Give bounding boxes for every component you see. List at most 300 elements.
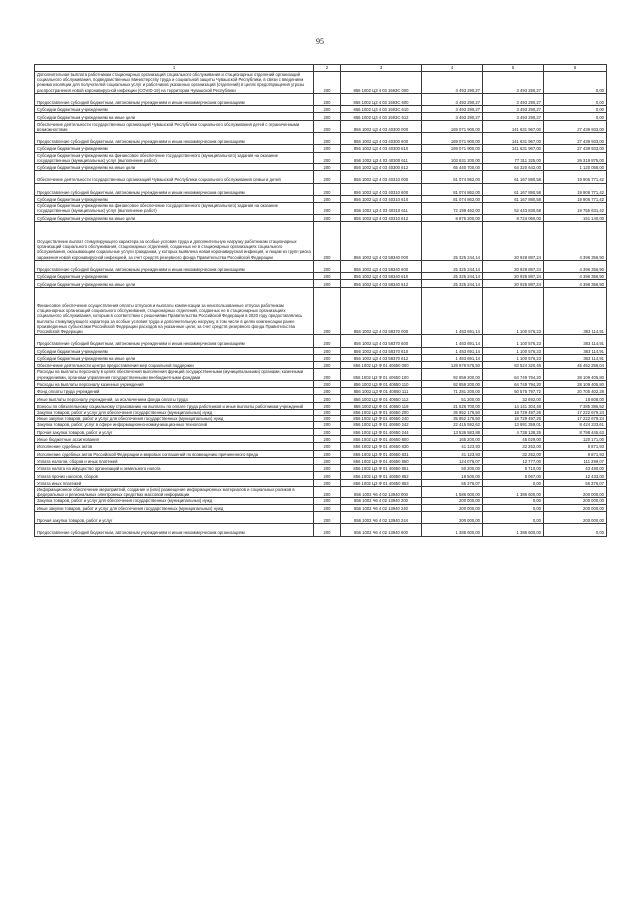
row-budget-code: 856 1002 Ц3 4 03 40310 611 [341,203,422,214]
row-admin-code: 200 [314,273,341,280]
row-executed-amount: 61 167 890,58 [483,171,544,183]
row-budget-code: 856 1002 Ц3 Ф 01 40650 119 [341,402,422,409]
row-unexecuted-amount: 27 439 933,00 [544,133,607,145]
row-approved-amount: 200 000,00 [422,511,483,523]
row-budget-code: 856 1002 Ц3 4 03 1593С 600 [341,93,422,105]
row-description: Субсидии бюджетным учреждениям на иные цели [35,280,314,287]
row-approved-amount: 1 386 600,00 [422,524,483,536]
row-description: Субсидии бюджетным учреждениям на иные цели [35,164,314,171]
row-executed-amount: 20 928 887,24 [483,260,544,272]
row-admin-code: 200 [314,347,341,354]
row-unexecuted-amount: 1 120 058,00 [544,164,607,171]
row-budget-code: 856 1002 Ц3 Ф 01 40650 800 [341,435,422,442]
row-executed-amount: 141 631 967,00 [483,133,544,145]
row-executed-amount: 18 729 497,26 [483,416,544,422]
row-admin-code: 200 [314,450,341,457]
row-executed-amount: 1 386 600,00 [483,524,544,536]
row-description: Предоставление субсидий бюджетным, автономным учреждениям и иным некоммерческим организациям [35,133,314,145]
table-row [35,347,607,354]
row-description: Фонд оплаты труда учреждений [35,388,314,395]
row-unexecuted-amount: 19 755 631,42 [544,203,607,214]
row-budget-code: 856 1002 Ц3 4 03 40300 612 [341,164,422,171]
row-budget-code: 856 1002 Ц3 Ф 01 40650 830 [341,443,422,450]
row-admin-code: 200 [314,164,341,171]
row-admin-code: 200 [314,395,341,402]
row-executed-amount: 18 729 497,26 [483,410,544,416]
row-executed-amount: 0,00 [483,511,544,523]
row-approved-amount: 1 483 691,14 [422,347,483,354]
row-executed-amount: 3 493 290,27 [483,72,544,94]
row-admin-code: 200 [314,120,341,132]
row-executed-amount: 32 692,00 [483,395,544,402]
row-executed-amount: 32 252,00 [483,450,544,457]
row-description: Исполнение судебных актов [35,443,314,450]
row-unexecuted-amount: 4 396 356,90 [544,260,607,272]
row-unexecuted-amount: 8 871,93 [544,450,607,457]
row-approved-amount: 41 123,93 [422,450,483,457]
row-unexecuted-amount: 28 109 405,80 [544,380,607,387]
row-description: Обеспечение деятельности государственных организаций Чувашской Республики социального обслуживания детей с ограниченными возможностями [35,120,314,132]
row-executed-amount: 0,00 [483,504,544,511]
row-description: Субсидии бюджетным учреждениям на иные цели [35,214,314,221]
row-executed-amount: 50 575 797,72 [483,388,544,395]
table-row [35,465,607,472]
row-unexecuted-amount: 26 319 875,00 [544,152,607,163]
row-unexecuted-amount: 8 798 445,63 [544,428,607,435]
row-executed-amount: 61 167 890,58 [483,183,544,195]
row-budget-code: 856 1002 Ц3 4 03 58340 612 [341,280,422,287]
row-admin-code: 200 [314,214,341,221]
row-budget-code: 856 1002 Ч6 4 02 13940 244 [341,511,422,523]
table-row [35,106,607,113]
table-row [35,362,607,369]
row-budget-code: 856 1002 Ц3 Ф 01 40650 242 [341,422,422,428]
row-executed-amount: 3 493 290,27 [483,106,544,113]
row-admin-code: 200 [314,354,341,361]
row-approved-amount: 25 325 244,14 [422,273,483,280]
row-executed-amount: 20 928 887,24 [483,221,544,260]
row-unexecuted-amount: 17 222 679,24 [544,410,607,416]
table-row [35,214,607,221]
row-unexecuted-amount: 0,00 [544,93,607,105]
table-row [35,164,607,171]
row-executed-amount: 13 991 359,01 [483,422,544,428]
row-approved-amount: 35 952 176,50 [422,410,483,416]
row-description: Предоставление субсидий бюджетным, автономным учреждениям и иным некоммерческим организациям [35,524,314,536]
row-description: Исполнение судебных актов Российской Федерации и мировых соглашений по возмещению причиненного вреда [35,450,314,457]
table-row [35,472,607,479]
row-executed-amount: 20 928 887,24 [483,280,544,287]
row-unexecuted-amount: 383 114,91 [544,287,607,335]
table-row [35,450,607,457]
row-admin-code: 200 [314,335,341,347]
table-row [35,388,607,395]
row-description: Закупка товаров, работ и услуг для обеспечения государственных (муниципальных) нужд [35,498,314,504]
row-budget-code: 856 1002 Ц3 4 03 40310 610 [341,195,422,202]
row-description: Обеспечение деятельности государственных организаций Чувашской Республики социального обслуживания семьи и детей [35,171,314,183]
row-approved-amount: 200 000,00 [422,504,483,511]
row-unexecuted-amount: 8 424 233,61 [544,422,607,428]
row-executed-amount: 1 386 600,00 [483,487,544,498]
row-budget-code: 856 1002 Ц3 Ф 01 40650 200 [341,410,422,416]
row-executed-amount: 4 738 138,25 [483,428,544,435]
row-budget-code: 856 1002 Ц3 4 03 1593С 612 [341,113,422,120]
row-admin-code: 200 [314,93,341,105]
row-unexecuted-amount: 27 439 933,00 [544,120,607,132]
row-admin-code: 200 [314,221,341,260]
table-row [35,354,607,361]
row-unexecuted-amount: 111 299,07 [544,457,607,464]
row-approved-amount: 72 199 462,00 [422,203,483,214]
row-description: Информационное обеспечение мероприятий, создание и (или) размещение информационных материалов и социальных роликов в федеральных и региональных электронных средствах массовой информации [35,487,314,498]
row-executed-amount: 6 067,00 [483,472,544,479]
row-approved-amount: 25 325 244,14 [422,221,483,260]
table-header-row [35,65,607,72]
header-cell: 1 [35,65,314,72]
row-description: Иные бюджетные ассигнования [35,435,314,442]
table-row [35,203,607,214]
row-approved-amount: 1 483 691,14 [422,287,483,335]
row-executed-amount: 61 167 890,58 [483,195,544,202]
row-budget-code: 856 1002 Ц3 4 03 58370 600 [341,335,422,347]
row-description: Прочая закупка товаров, работ и услуг [35,428,314,435]
row-budget-code: 856 1002 Ц3 4 03 40300 000 [341,120,422,132]
table-row [35,287,607,335]
table-row [35,195,607,202]
row-admin-code: 200 [314,487,341,498]
row-admin-code: 200 [314,465,341,472]
row-unexecuted-amount: 27 439 933,00 [544,145,607,152]
row-executed-amount: 14 141 304,48 [483,402,544,409]
row-unexecuted-amount: 383 114,91 [544,354,607,361]
row-approved-amount: 65 440 700,00 [422,164,483,171]
row-description: Субсидии бюджетным учреждениям [35,347,314,354]
row-description: Субсидии бюджетным учреждениям на иные цели [35,354,314,361]
row-admin-code: 200 [314,145,341,152]
row-unexecuted-amount: 8 871,93 [544,443,607,450]
row-description: Предоставление субсидий бюджетным, автономным учреждениям и иным некоммерческим организациям [35,260,314,272]
row-budget-code: 856 1002 Ц3 Ф 01 40650 852 [341,472,422,479]
row-admin-code: 200 [314,195,341,202]
table-row [35,145,607,152]
row-approved-amount: 92 859 200,00 [422,380,483,387]
row-approved-amount: 3 493 290,27 [422,72,483,94]
row-description: Иные закупки товаров, работ и услуг для обеспечения государственных (муниципальных) нужд [35,416,314,422]
row-budget-code: 856 1002 Ц3 4 03 40300 611 [341,152,422,163]
row-description: Уплата прочих налогов, сборов [35,472,314,479]
row-approved-amount: 124 076,07 [422,457,483,464]
row-admin-code: 200 [314,428,341,435]
row-unexecuted-amount: 4 396 356,90 [544,273,607,280]
row-executed-amount: 64 749 794,20 [483,380,544,387]
row-approved-amount: 81 074 862,00 [422,195,483,202]
row-budget-code: 856 1002 Ц3 Ф 01 40650 112 [341,395,422,402]
row-executed-amount: 45 029,00 [483,435,544,442]
row-approved-amount: 8 875 200,00 [422,214,483,221]
header-cell: 2 [314,65,341,72]
row-description: Субсидии бюджетным учреждениям на финансовое обеспечение государственного (муниципального) задания на оказание государственных (муниципальных) услуг (выполнение работ) [35,203,314,214]
row-admin-code: 200 [314,287,341,335]
table-row [35,183,607,195]
row-budget-code: 856 1002 Ц3 Ф 01 40650 110 [341,380,422,387]
table-row [35,113,607,120]
table-row [35,504,607,511]
table-row [35,380,607,387]
row-approved-amount: 92 859 200,00 [422,369,483,380]
row-executed-amount: 12 777,00 [483,457,544,464]
row-executed-amount: 1 100 576,23 [483,354,544,361]
row-approved-amount: 41 123,93 [422,443,483,450]
row-admin-code: 200 [314,362,341,369]
row-admin-code: 200 [314,472,341,479]
row-executed-amount: 52 443 830,58 [483,203,544,214]
row-budget-code: 856 1002 Ц3 4 03 40300 600 [341,133,422,145]
row-executed-amount: 141 631 967,00 [483,145,544,152]
row-description: Предоставление субсидий бюджетным, автономным учреждениям и иным некоммерческим организациям [35,183,314,195]
row-description: Иные закупки товаров, работ и услуг для обеспечения государственных (муниципальных) нужд [35,504,314,511]
row-unexecuted-amount: 12 433,00 [544,472,607,479]
row-unexecuted-amount: 0,00 [544,113,607,120]
row-budget-code: 856 1002 Ц3 Ф 01 40650 244 [341,428,422,435]
row-approved-amount: 71 281 200,00 [422,388,483,395]
row-unexecuted-amount: 0,00 [544,524,607,536]
row-budget-code: 856 1002 Ц3 Ф 01 40650 831 [341,450,422,457]
row-unexecuted-amount: 200 000,00 [544,504,607,511]
row-unexecuted-amount: 43 490,00 [544,465,607,472]
row-description: Расходы на выплаты персоналу казенных учреждений [35,380,314,387]
row-budget-code: 856 1002 Ц3 4 03 40310 600 [341,183,422,195]
table-row [35,260,607,272]
row-description: Финансовое обеспечение осуществления оплаты отпусков и выплаты компенсации за неиспользованные отпуска работникам стационарных организаций социального обслуживания, стационарных отделений, созданных не в стационарных организациях социального обслуживания, которым в соответствии с решениями Правительства Российской Федерации в 2020 году предоставлялись выплаты стимулирующего характера за особые условия труда и дополнительную нагрузку, в том числе в целях компенсации ранее произведенных субъектами Российской Федерации расходов на указанные цели, за счет средств резервного фонда Правительства Российской Федерации [35,287,314,335]
header-cell: 5 [483,65,544,72]
row-admin-code: 200 [314,133,341,145]
row-admin-code: 200 [314,511,341,523]
row-budget-code: 856 1002 Ц3 Ф 01 40650 851 [341,465,422,472]
row-approved-amount: 25 325 244,14 [422,280,483,287]
row-admin-code: 200 [314,388,341,395]
row-budget-code: 856 1002 Ц3 4 03 58340 610 [341,273,422,280]
row-budget-code: 856 1002 Ц3 4 03 58370 612 [341,354,422,361]
row-description: Прочая закупка товаров, работ и услуг [35,511,314,523]
row-approved-amount: 1 483 691,14 [422,335,483,347]
row-unexecuted-amount: 151 140,00 [544,214,607,221]
row-approved-amount: 200 000,00 [422,498,483,504]
row-executed-amount: 32 252,00 [483,443,544,450]
row-executed-amount: 3 493 290,27 [483,93,544,105]
row-admin-code: 200 [314,422,341,428]
row-description: Дополнительная выплата работникам стационарных организаций социального обслуживания и стационарных отделений организаций социального обслуживания, подведомственных Министерству труда и социальной защиты Чувашской Республики, в связи с введением режима изоляции для получателей социальных услуг и работников указанных организаций (отделений) в целях предотвращения угрозы распространения новой коронавирусной инфекции (COVID-19) на территории Чувашской Республики [35,72,314,94]
row-executed-amount: 0,00 [483,498,544,504]
row-budget-code: 856 1002 Ц3 Ф 01 40650 240 [341,416,422,422]
row-executed-amount: 20 928 887,24 [483,273,544,280]
row-admin-code: 200 [314,152,341,163]
table-row [35,221,607,260]
row-approved-amount: 22 415 592,62 [422,422,483,428]
row-unexecuted-amount: 55 376,07 [544,479,607,486]
row-unexecuted-amount: 200 000,00 [544,487,607,498]
row-admin-code: 200 [314,183,341,195]
row-description: Предоставление субсидий бюджетным, автономным учреждениям и иным некоммерческим организациям [35,93,314,105]
row-description: Субсидии бюджетным учреждениям [35,195,314,202]
budget-execution-table [34,64,607,537]
table-row [35,171,607,183]
row-description: Предоставление субсидий бюджетным, автономным учреждениям и иным некоммерческим организациям [35,335,314,347]
row-admin-code: 200 [314,498,341,504]
row-admin-code: 200 [314,260,341,272]
table-row [35,479,607,486]
row-description: Субсидии бюджетным учреждениям [35,106,314,113]
row-budget-code: 856 1002 Ч6 4 02 13940 000 [341,487,422,498]
row-approved-amount: 169 071 900,00 [422,145,483,152]
row-budget-code: 856 1002 Ц3 Ф 01 40650 100 [341,369,422,380]
row-approved-amount: 169 071 900,00 [422,120,483,132]
row-admin-code: 200 [314,72,341,94]
row-description: Субсидии бюджетным учреждениям [35,273,314,280]
row-unexecuted-amount: 19 906 771,42 [544,171,607,183]
row-approved-amount: 103 631 200,00 [422,152,483,163]
table-row [35,428,607,435]
row-admin-code: 200 [314,380,341,387]
table-row [35,152,607,163]
header-cell: 3 [341,65,422,72]
row-budget-code: 856 1002 Ц3 4 03 40310 612 [341,214,422,221]
row-unexecuted-amount: 17 222 679,24 [544,416,607,422]
row-admin-code: 200 [314,435,341,442]
table-row [35,335,607,347]
header-cell: 6 [544,65,607,72]
row-approved-amount: 169 071 900,00 [422,133,483,145]
row-description: Иные выплаты персоналу учреждений, за исключением фонда оплаты труда [35,395,314,402]
row-approved-amount: 55 376,07 [422,479,483,486]
table-row [35,369,607,380]
row-unexecuted-amount: 4 396 356,90 [544,280,607,287]
row-admin-code: 200 [314,402,341,409]
row-approved-amount: 13 536 583,88 [422,428,483,435]
table-row [35,511,607,523]
row-description: Взносы по обязательному социальному страхованию на выплаты по оплате труда работников и иные выплаты работникам учреждений [35,402,314,409]
row-executed-amount: 83 524 320,46 [483,362,544,369]
row-description: Уплата налога на имущество организаций и земельного налога [35,465,314,472]
row-budget-code: 856 1002 Ц3 4 03 40310 000 [341,171,422,183]
row-approved-amount: 1 483 691,14 [422,354,483,361]
row-executed-amount: 3 493 290,27 [483,113,544,120]
table-row [35,435,607,442]
row-admin-code: 200 [314,106,341,113]
row-approved-amount: 81 074 862,00 [422,171,483,183]
row-unexecuted-amount: 0,00 [544,72,607,94]
row-approved-amount: 128 976 576,50 [422,362,483,369]
row-approved-amount: 81 074 862,00 [422,183,483,195]
row-admin-code: 200 [314,504,341,511]
row-unexecuted-amount: 7 385 395,52 [544,402,607,409]
row-unexecuted-amount: 383 114,91 [544,347,607,354]
header-cell: 4 [422,65,483,72]
row-budget-code: 856 1002 Ц3 Ф 01 40650 850 [341,457,422,464]
table-row [35,443,607,450]
table-row [35,120,607,132]
row-unexecuted-amount: 120 171,00 [544,435,607,442]
row-approved-amount: 35 952 176,50 [422,416,483,422]
table-row [35,280,607,287]
row-budget-code: 856 1002 Ч6 4 02 13940 240 [341,504,422,511]
row-budget-code: 856 1002 Ч6 4 02 13940 600 [341,524,422,536]
row-unexecuted-amount: 18 608,00 [544,395,607,402]
row-description: Уплата иных платежей [35,479,314,486]
row-budget-code: 856 1002 Ц3 4 03 1593С 610 [341,106,422,113]
row-unexecuted-amount: 20 705 402,28 [544,388,607,395]
row-description: Субсидии бюджетным учреждениям на иные цели [35,113,314,120]
row-description: Обеспечение деятельности центра предоставления мер социальной поддержки [35,362,314,369]
row-admin-code: 200 [314,457,341,464]
row-approved-amount: 25 325 244,14 [422,260,483,272]
row-admin-code: 200 [314,171,341,183]
row-executed-amount: 1 100 576,23 [483,335,544,347]
row-description: Субсидии бюджетным учреждениям [35,145,314,152]
row-approved-amount: 1 586 600,00 [422,487,483,498]
row-budget-code: 856 1002 Ц3 4 03 40300 610 [341,145,422,152]
row-approved-amount: 165 200,00 [422,435,483,442]
row-admin-code: 200 [314,443,341,450]
row-unexecuted-amount: 19 906 771,42 [544,195,607,202]
table-row [35,395,607,402]
row-budget-code: 856 1002 Ч6 4 02 13940 200 [341,498,422,504]
row-admin-code: 200 [314,410,341,416]
row-unexecuted-amount: 45 452 256,04 [544,362,607,369]
table-row [35,72,607,94]
row-description: Уплата налогов, сборов и иных платежей [35,457,314,464]
page-number: 95 [316,37,324,46]
row-budget-code: 856 1002 Ц3 4 03 58370 000 [341,287,422,335]
row-description: Осуществление выплат стимулирующего характера за особые условия труда и дополнительную нагрузку работникам стационарных организаций социального обслуживания, стационарных отделений, созданных не в стационарных организациях социального обслуживания, оказывающим социальные услуги гражданам, у которых выявлена новая коронавирусная инфекция, и лицам из групп риска заражения новой коронавирусной инфекцией, за счет средств резервного фонда Правительства Российской Федерации [35,221,314,260]
row-unexecuted-amount: 200 000,00 [544,511,607,523]
table-row [35,273,607,280]
row-executed-amount: 6 710,00 [483,465,544,472]
row-admin-code: 200 [314,416,341,422]
row-approved-amount: 3 493 290,27 [422,113,483,120]
row-approved-amount: 21 526 700,00 [422,402,483,409]
row-unexecuted-amount: 0,00 [544,106,607,113]
row-executed-amount: 1 100 576,23 [483,347,544,354]
row-approved-amount: 3 493 290,27 [422,106,483,113]
table-row [35,133,607,145]
row-description: Закупка товаров, работ, услуг в сфере информационно-коммуникационных технологий [35,422,314,428]
row-description: Субсидии бюджетным учреждениям на финансовое обеспечение государственного (муниципального) задания на оказание государственных (муниципальных) услуг (выполнение работ) [35,152,314,163]
row-executed-amount: 77 311 325,00 [483,152,544,163]
table-row [35,487,607,498]
row-executed-amount: 64 320 642,00 [483,164,544,171]
row-admin-code: 200 [314,524,341,536]
row-description: Расходы на выплаты персоналу в целях обеспечения выполнения функций государственными (муниципальными) органами, казенными учреждениями, органами управления государственными внебюджетными фондами [35,369,314,380]
row-executed-amount: 0,00 [483,479,544,486]
row-unexecuted-amount: 200 000,00 [544,498,607,504]
row-executed-amount: 8 724 060,00 [483,214,544,221]
row-unexecuted-amount: 383 114,91 [544,335,607,347]
row-description: Закупка товаров, работ и услуг для обеспечения государственных (муниципальных) нужд [35,410,314,416]
row-budget-code: 856 1002 Ц3 Ф 01 40650 111 [341,388,422,395]
row-budget-code: 856 1002 Ц3 4 03 58340 600 [341,260,422,272]
row-admin-code: 200 [314,113,341,120]
table-row [35,93,607,105]
table-row [35,524,607,536]
row-approved-amount: 3 493 290,27 [422,93,483,105]
row-admin-code: 200 [314,280,341,287]
row-unexecuted-amount: 19 906 771,42 [544,183,607,195]
row-unexecuted-amount: 28 109 405,80 [544,369,607,380]
row-budget-code: 856 1002 Ц3 4 03 58340 000 [341,221,422,260]
row-executed-amount: 1 100 576,23 [483,287,544,335]
row-approved-amount: 18 500,00 [422,472,483,479]
row-admin-code: 200 [314,369,341,380]
